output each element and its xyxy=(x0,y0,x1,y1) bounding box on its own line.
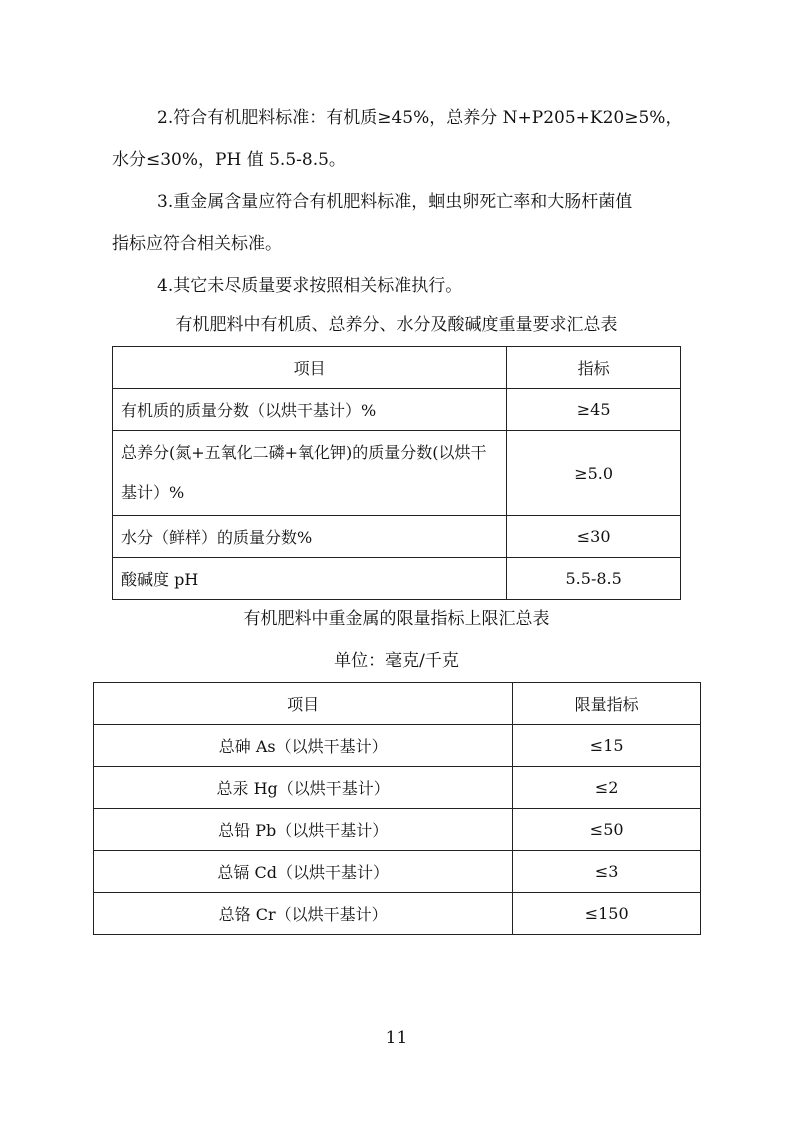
table2-row-3-item: 总铅 Pb（以烘干基计） xyxy=(94,809,513,851)
table1-row-3-item: 水分（鲜样）的质量分数% xyxy=(113,516,507,558)
table-row xyxy=(94,767,701,809)
heavy-metal-limits-table xyxy=(93,682,701,935)
table1-row-1-value: ≥45 xyxy=(507,389,681,431)
table2-caption: 有机肥料中重金属的限量指标上限汇总表 xyxy=(243,609,550,629)
table1-row-4-value: 5.5-8.5 xyxy=(507,558,681,600)
table-row xyxy=(94,725,701,767)
table1-row-3-value: ≤30 xyxy=(507,516,681,558)
quality-requirements-table xyxy=(112,346,681,600)
table-row xyxy=(113,389,681,431)
paragraph-2-line-2: 水分≤30%，PH 值 5.5-8.5。 xyxy=(112,150,346,170)
table2-header-item: 项目 xyxy=(94,683,513,725)
table-row xyxy=(94,893,701,935)
table1-header-item: 项目 xyxy=(113,347,507,389)
table-row xyxy=(113,431,681,516)
table2-header-value: 限量指标 xyxy=(513,683,701,725)
table2-unit: 单位：毫克/千克 xyxy=(334,651,459,671)
table-header-row xyxy=(113,347,681,389)
table2-row-5-item: 总铬 Cr（以烘干基计） xyxy=(94,893,513,935)
table-row xyxy=(94,851,701,893)
table2-row-2-item: 总汞 Hg（以烘干基计） xyxy=(94,767,513,809)
table1-row-1-item: 有机质的质量分数（以烘干基计）% xyxy=(113,389,507,431)
table1-caption: 有机肥料中有机质、总养分、水分及酸碱度重量要求汇总表 xyxy=(175,315,618,335)
table-row xyxy=(113,558,681,600)
paragraph-3-line-1: 3.重金属含量应符合有机肥料标准，蛔虫卵死亡率和大肠杆菌值 xyxy=(157,192,633,212)
table1-row-2-value: ≥5.0 xyxy=(507,431,681,516)
table2-row-1-value: ≤15 xyxy=(513,725,701,767)
table2-row-4-value: ≤3 xyxy=(513,851,701,893)
table2-row-3-value: ≤50 xyxy=(513,809,701,851)
table1-row-2-item: 总养分(氮+五氧化二磷+氧化钾)的质量分数(以烘干基计）% xyxy=(113,431,507,516)
paragraph-3-line-2: 指标应符合相关标准。 xyxy=(112,234,282,254)
table1-row-4-item: 酸碱度 pH xyxy=(113,558,507,600)
table-header-row xyxy=(94,683,701,725)
table2-row-2-value: ≤2 xyxy=(513,767,701,809)
paragraph-4-line-1: 4.其它未尽质量要求按照相关标准执行。 xyxy=(157,276,463,296)
table-row xyxy=(94,809,701,851)
table1-header-value: 指标 xyxy=(507,347,681,389)
table2-row-5-value: ≤150 xyxy=(513,893,701,935)
paragraph-2-line-1: 2.符合有机肥料标准：有机质≥45%，总养分 N+P205+K20≥5%， xyxy=(157,108,683,128)
page-number: 11 xyxy=(385,1028,408,1048)
table2-row-4-item: 总镉 Cd（以烘干基计） xyxy=(94,851,513,893)
table-row xyxy=(113,516,681,558)
table2-row-1-item: 总砷 As（以烘干基计） xyxy=(94,725,513,767)
